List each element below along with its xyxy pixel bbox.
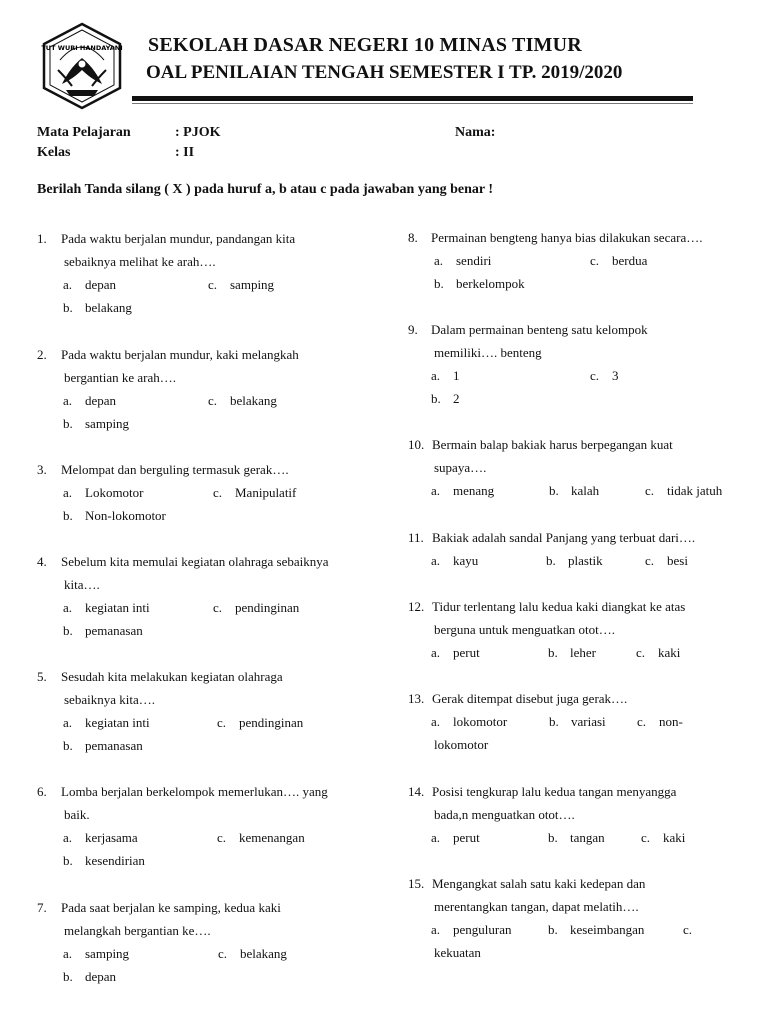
tut-wuri-handayani-logo-icon <box>36 20 128 112</box>
option-text: non- <box>659 714 683 729</box>
question-text: Mengangkat salah satu kaki kedepan dan <box>432 876 646 891</box>
question-text: melangkah bergantian ke…. <box>64 923 211 938</box>
option-letter: c. <box>590 253 600 268</box>
option-letter: b. <box>548 830 558 845</box>
option-a[interactable] <box>434 249 491 272</box>
option-text: plastik <box>568 553 603 568</box>
option-b[interactable] <box>63 296 132 319</box>
option-a[interactable] <box>431 364 460 387</box>
option-b[interactable] <box>63 849 145 872</box>
question-text: sebaiknya melihat ke arah…. <box>64 254 216 269</box>
option-a[interactable] <box>63 389 116 412</box>
option-letter: b. <box>548 922 558 937</box>
question-9 <box>408 318 758 410</box>
option-c[interactable] <box>208 273 274 296</box>
question-text: Sebelum kita memulai kegiatan olahraga sebaiknya <box>61 554 329 569</box>
option-text: kerjasama <box>85 830 138 845</box>
option-text: belakang <box>230 393 277 408</box>
option-letter: c. <box>208 277 218 292</box>
subject-label: Mata Pelajaran <box>37 125 131 140</box>
option-letter: c. <box>213 485 223 500</box>
option-continuation: kekuatan <box>434 945 481 960</box>
option-text: tangan <box>570 830 605 845</box>
option-b[interactable] <box>549 710 606 733</box>
option-c[interactable] <box>645 479 722 502</box>
option-a[interactable] <box>63 711 150 734</box>
option-letter: c. <box>208 393 218 408</box>
question-number: 10. <box>408 437 425 452</box>
option-text: samping <box>85 416 130 431</box>
question-text: baik. <box>64 807 90 822</box>
question-12 <box>408 595 758 664</box>
option-letter: c. <box>590 368 600 383</box>
option-letter: a. <box>431 368 441 383</box>
option-text: sendiri <box>456 253 492 268</box>
option-text: kaki <box>663 830 686 845</box>
option-a[interactable] <box>431 479 494 502</box>
question-2 <box>37 343 382 435</box>
question-8 <box>408 226 758 295</box>
option-text: penguluran <box>453 922 512 937</box>
option-letter: a. <box>431 922 441 937</box>
option-c[interactable] <box>218 942 287 965</box>
question-text: Bermain balap bakiak harus berpegangan kuat <box>432 437 673 452</box>
option-letter: c. <box>218 946 228 961</box>
option-b[interactable] <box>548 918 644 941</box>
option-text: pendinginan <box>235 600 300 615</box>
option-a[interactable] <box>63 596 150 619</box>
option-b[interactable] <box>63 734 143 757</box>
option-letter: a. <box>63 485 73 500</box>
header-rule <box>132 96 693 101</box>
option-c[interactable] <box>590 249 647 272</box>
option-a[interactable] <box>431 549 478 572</box>
option-c[interactable] <box>641 826 685 849</box>
option-letter: a. <box>431 645 441 660</box>
option-text: kesendirian <box>85 853 145 868</box>
question-4 <box>37 550 382 642</box>
option-c[interactable] <box>213 596 299 619</box>
question-text: berguna untuk menguatkan otot…. <box>434 622 616 637</box>
option-letter: b. <box>548 645 558 660</box>
option-text: pemanasan <box>85 738 143 753</box>
option-b[interactable] <box>548 826 605 849</box>
class-label: Kelas <box>37 145 71 160</box>
question-text: Bakiak adalah sandal Panjang yang terbuat dari…. <box>432 530 696 545</box>
question-text: kita…. <box>64 577 100 592</box>
question-text: sebaiknya kita…. <box>64 692 155 707</box>
question-5 <box>37 665 382 757</box>
question-text: Pada waktu berjalan mundur, kaki melangkah <box>61 347 299 362</box>
question-text: Posisi tengkurap lalu kedua tangan menyangga <box>432 784 677 799</box>
name-label: Nama: <box>455 125 496 140</box>
option-text: pendinginan <box>239 715 304 730</box>
question-number: 2. <box>37 347 47 362</box>
option-letter: c. <box>636 645 646 660</box>
question-number: 15. <box>408 876 425 891</box>
option-text: depan <box>85 969 117 984</box>
option-text: tidak jatuh <box>667 483 723 498</box>
option-b[interactable] <box>548 641 596 664</box>
exam-title: OAL PENILAIAN TENGAH SEMESTER I TP. 2019/2020 <box>146 62 623 83</box>
option-letter: b. <box>63 623 73 638</box>
option-text: kemenangan <box>239 830 305 845</box>
option-c[interactable] <box>213 481 296 504</box>
option-text: kaki <box>658 645 681 660</box>
question-text: Lomba berjalan berkelompok memerlukan…. yang <box>61 784 328 799</box>
option-letter: a. <box>63 277 73 292</box>
option-c[interactable] <box>208 389 277 412</box>
option-letter: a. <box>431 830 441 845</box>
question-number: 11. <box>408 530 424 545</box>
option-b[interactable] <box>434 272 525 295</box>
option-a[interactable] <box>431 918 511 941</box>
option-letter: a. <box>63 946 73 961</box>
question-14 <box>408 780 758 849</box>
option-text: lokomotor <box>453 714 508 729</box>
option-text: berkelompok <box>456 276 525 291</box>
question-text: Permainan bengteng hanya bias dilakukan secara…. <box>431 230 703 245</box>
instruction: Berilah Tanda silang ( X ) pada huruf a, b atau c pada jawaban yang benar ! <box>37 182 494 197</box>
option-a[interactable] <box>63 273 116 296</box>
question-number: 12. <box>408 599 425 614</box>
option-letter: a. <box>63 830 73 845</box>
header-rule-thin <box>132 103 693 104</box>
option-text: 3 <box>612 368 619 383</box>
option-letter: b. <box>63 508 73 523</box>
question-number: 1. <box>37 231 47 246</box>
option-letter: a. <box>63 600 73 615</box>
option-letter: b. <box>549 483 559 498</box>
option-c[interactable] <box>637 710 683 733</box>
option-text: variasi <box>571 714 606 729</box>
question-text: Pada waktu berjalan mundur, pandangan kita <box>61 231 296 246</box>
option-letter: c. <box>641 830 651 845</box>
question-text: bada,n menguatkan otot…. <box>434 807 575 822</box>
question-text: Gerak ditempat disebut juga gerak…. <box>432 691 628 706</box>
option-letter: a. <box>434 253 444 268</box>
question-text: Sesudah kita melakukan kegiatan olahraga <box>61 669 283 684</box>
option-letter: c. <box>683 922 693 937</box>
option-text: depan <box>85 393 117 408</box>
option-letter: b. <box>549 714 559 729</box>
option-letter: a. <box>63 715 73 730</box>
subject-value: : PJOK <box>175 125 221 140</box>
option-b[interactable] <box>63 965 116 988</box>
option-letter: c. <box>213 600 223 615</box>
question-13 <box>408 687 758 756</box>
option-a[interactable] <box>63 826 138 849</box>
question-number: 13. <box>408 691 425 706</box>
option-text: 2 <box>453 391 460 406</box>
svg-text:TUT WURI HANDAYANI: TUT WURI HANDAYANI <box>41 44 123 52</box>
question-15 <box>408 872 758 964</box>
question-number: 9. <box>408 322 418 337</box>
question-text: Tidur terlentang lalu kedua kaki diangkat ke atas <box>432 599 686 614</box>
question-7 <box>37 896 382 988</box>
option-text: kegiatan inti <box>85 715 150 730</box>
option-letter: c. <box>637 714 647 729</box>
question-number: 14. <box>408 784 425 799</box>
question-number: 3. <box>37 462 47 477</box>
option-text: Non-lokomotor <box>85 508 166 523</box>
question-number: 5. <box>37 669 47 684</box>
option-a[interactable] <box>431 710 507 733</box>
question-text: memiliki…. benteng <box>434 345 542 360</box>
question-1 <box>37 227 382 319</box>
option-letter: c. <box>217 830 227 845</box>
option-text: leher <box>570 645 596 660</box>
option-c[interactable] <box>217 826 305 849</box>
question-text: Pada saat berjalan ke samping, kedua kaki <box>61 900 281 915</box>
option-text: besi <box>667 553 688 568</box>
option-text: samping <box>230 277 275 292</box>
option-letter: a. <box>431 553 441 568</box>
option-text: perut <box>453 645 480 660</box>
question-number: 7. <box>37 900 47 915</box>
option-b[interactable] <box>63 619 143 642</box>
option-text: 1 <box>453 368 460 383</box>
option-text: menang <box>453 483 495 498</box>
question-number: 6. <box>37 784 47 799</box>
option-c[interactable] <box>683 918 705 941</box>
school-name: SEKOLAH DASAR NEGERI 10 MINAS TIMUR <box>148 34 582 56</box>
option-letter: c. <box>645 483 655 498</box>
question-text: merentangkan tangan, dapat melatih…. <box>434 899 639 914</box>
option-letter: b. <box>546 553 556 568</box>
option-letter: b. <box>63 416 73 431</box>
question-3 <box>37 458 382 527</box>
option-a[interactable] <box>63 481 144 504</box>
option-text: perut <box>453 830 480 845</box>
option-a[interactable] <box>63 942 129 965</box>
question-10 <box>408 433 758 502</box>
option-letter: b. <box>63 969 73 984</box>
question-text: Dalam permainan benteng satu kelompok <box>431 322 648 337</box>
option-b[interactable] <box>63 504 166 527</box>
question-text: supaya…. <box>434 460 487 475</box>
option-text: depan <box>85 277 117 292</box>
option-b[interactable] <box>546 549 603 572</box>
option-text: Manipulatif <box>235 485 297 500</box>
option-a[interactable] <box>431 641 480 664</box>
option-letter: b. <box>63 738 73 753</box>
option-b[interactable] <box>549 479 599 502</box>
question-text: bergantian ke arah…. <box>64 370 177 385</box>
option-text: berdua <box>612 253 648 268</box>
option-a[interactable] <box>431 826 480 849</box>
option-b[interactable] <box>431 387 460 410</box>
option-text: belakang <box>85 300 132 315</box>
option-c[interactable] <box>636 641 680 664</box>
option-letter: b. <box>63 853 73 868</box>
option-c[interactable] <box>645 549 688 572</box>
option-letter: b. <box>63 300 73 315</box>
question-number: 8. <box>408 230 418 245</box>
question-11 <box>408 526 758 572</box>
option-c[interactable] <box>590 364 619 387</box>
class-value: : II <box>175 145 195 160</box>
option-text: belakang <box>240 946 287 961</box>
option-continuation: lokomotor <box>434 737 489 752</box>
option-text: kayu <box>453 553 479 568</box>
option-letter: b. <box>431 391 441 406</box>
option-letter: a. <box>431 714 441 729</box>
question-6 <box>37 780 382 872</box>
option-c[interactable] <box>217 711 303 734</box>
option-text: pemanasan <box>85 623 143 638</box>
option-letter: b. <box>434 276 444 291</box>
option-text: keseimbangan <box>570 922 645 937</box>
option-letter: c. <box>645 553 655 568</box>
option-letter: c. <box>217 715 227 730</box>
option-text: kalah <box>571 483 600 498</box>
question-text: Melompat dan berguling termasuk gerak…. <box>61 462 289 477</box>
question-number: 4. <box>37 554 47 569</box>
option-text: kegiatan inti <box>85 600 150 615</box>
option-b[interactable] <box>63 412 129 435</box>
option-letter: a. <box>431 483 441 498</box>
option-letter: a. <box>63 393 73 408</box>
option-text: samping <box>85 946 130 961</box>
option-text: Lokomotor <box>85 485 144 500</box>
